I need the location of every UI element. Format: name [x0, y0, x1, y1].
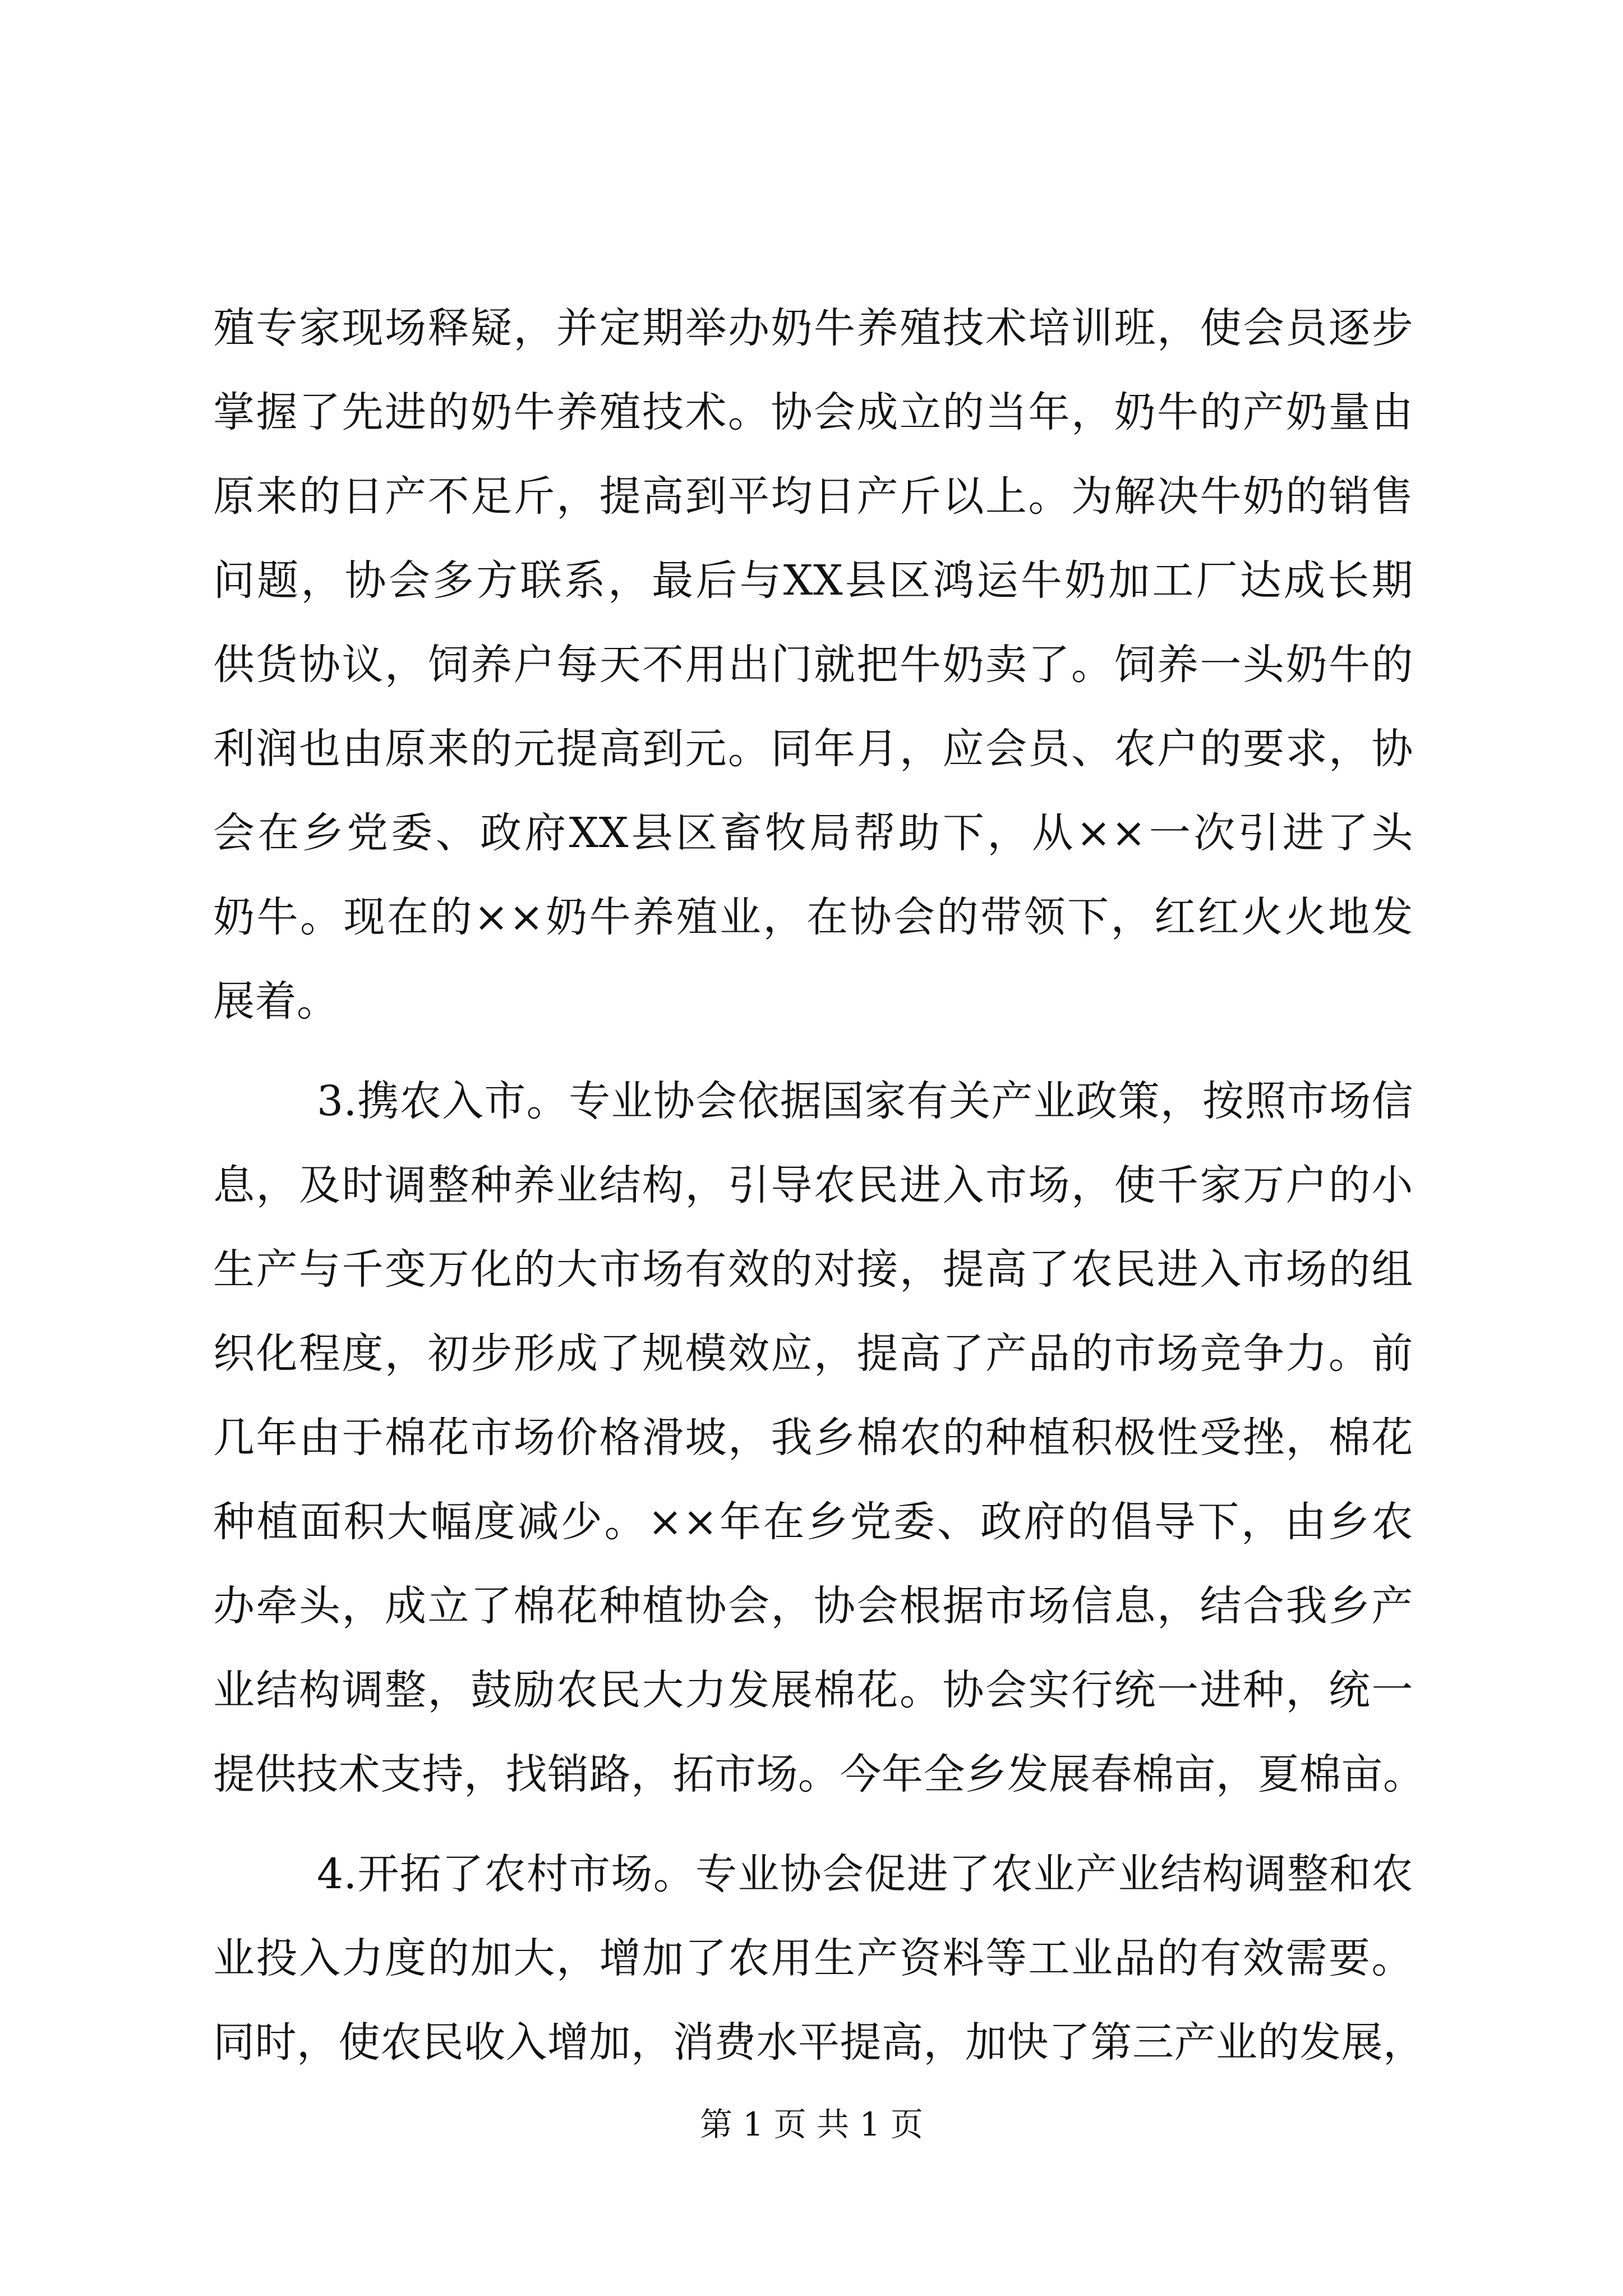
text-line: 会在乡党委、政府XX县区畜牧局帮助下，从××一次引进了头 [213, 809, 1413, 857]
text-line: 殖专家现场释疑，并定期举办奶牛养殖技术培训班，使会员逐步 [213, 304, 1413, 352]
text-line: 办牵头，成立了棉花种植协会，协会根据市场信息，结合我乡产 [213, 1582, 1413, 1630]
text-line: 3.携农入市。专业协会依据国家有关产业政策，按照市场信 [317, 1077, 1413, 1125]
text-line: 供货协议，饲养户每天不用出门就把牛奶卖了。饲养一头奶牛的 [213, 641, 1413, 689]
text-line: 展着。 [213, 977, 339, 1025]
text-line: 息，及时调整种养业结构，引导农民进入市场，使千家万户的小 [213, 1161, 1413, 1209]
document-body [213, 286, 1425, 2085]
text-line: 织化程度，初步形成了规模效应，提高了产品的市场竞争力。前 [213, 1329, 1413, 1378]
page-footer: 第 1 页 共 1 页 [700, 2105, 923, 2143]
text-line: 问题，协会多方联系，最后与XX县区鸿运牛奶加工厂达成长期 [213, 556, 1413, 605]
paragraph-4 [213, 1832, 1425, 2085]
text-line: 提供技术支持，找销路，拓市场。今年全乡发展春棉亩，夏棉亩。 [213, 1750, 1425, 1798]
text-line: 业结构调整，鼓励农民大力发展棉花。协会实行统一进种，统一 [213, 1666, 1413, 1714]
text-line: 种植面积大幅度减少。××年在乡党委、政府的倡导下，由乡农 [213, 1498, 1413, 1546]
text-line: 奶牛。现在的××奶牛养殖业，在协会的带领下，红红火火地发 [213, 893, 1413, 941]
text-line: 4.开拓了农村市场。专业协会促进了农业产业结构调整和农 [317, 1850, 1413, 1898]
text-line: 利润也由原来的元提高到元。同年月，应会员、农户的要求，协 [213, 725, 1413, 773]
text-line: 原来的日产不足斤，提高到平均日产斤以上。为解决牛奶的销售 [213, 472, 1413, 521]
text-line: 几年由于棉花市场价格滑坡，我乡棉农的种植积极性受挫，棉花 [213, 1414, 1413, 1462]
text-line: 掌握了先进的奶牛养殖技术。协会成立的当年，奶牛的产奶量由 [213, 388, 1413, 436]
text-line: 生产与千变万化的大市场有效的对接，提高了农民进入市场的组 [213, 1245, 1413, 1294]
paragraph-3 [213, 1059, 1425, 1816]
text-line: 业投入力度的加大，增加了农用生产资料等工业品的有效需要。 [213, 1934, 1413, 1982]
paragraph-continuation [213, 286, 1413, 1043]
text-line: 同时，使农民收入增加，消费水平提高，加快了第三产业的发展， [213, 2018, 1425, 2067]
